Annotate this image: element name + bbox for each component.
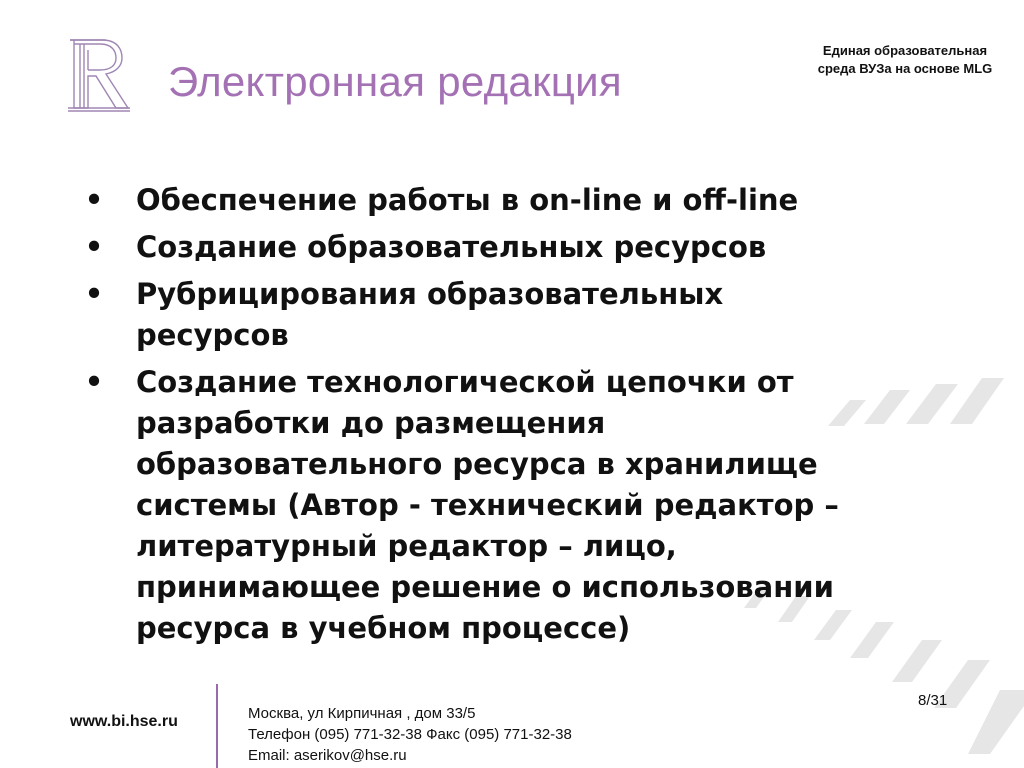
list-item-text: Рубрицирования образовательных ресурсов [136, 277, 724, 352]
hse-logo-icon [66, 36, 132, 112]
bullet-list [82, 180, 872, 655]
page-number: 8/31 [918, 692, 948, 709]
bullet-marker: • [84, 365, 104, 399]
website-link[interactable]: www.bi.hse.ru [70, 713, 178, 730]
list-item-text: Создание технологической цепочки от разработки до размещения образовательного ресурса в хранилище системы (Автор - технический редактор – литературный редактор – лицо, принимающее решение о использовании ресурса в учебном процессе) [136, 365, 839, 645]
list-item [82, 362, 872, 649]
list-item [82, 180, 872, 221]
bullet-marker: • [84, 183, 104, 217]
list-item-text: Создание образовательных ресурсов [136, 230, 767, 264]
address-line: Москва, ул Кирпичная , дом 33/5 [248, 705, 476, 722]
list-item [82, 274, 872, 356]
bullet-marker: • [84, 277, 104, 311]
email-line: Email: aserikov@hse.ru [248, 747, 407, 764]
bullet-marker: • [84, 230, 104, 264]
header-note-line: Единая образовательная [822, 43, 988, 58]
phone-line: Телефон (095) 771-32-38 Факс (095) 771-32-38 [248, 726, 572, 743]
footer-divider [216, 684, 218, 768]
footer-address [248, 703, 572, 766]
header-note-line: среда ВУЗа на основе MLG [817, 61, 993, 76]
list-item-text: Обеспечение работы в on-line и off-line [136, 183, 799, 217]
list-item [82, 227, 872, 268]
page-title: Электронная редакция [168, 58, 622, 105]
header-note [800, 42, 1010, 78]
